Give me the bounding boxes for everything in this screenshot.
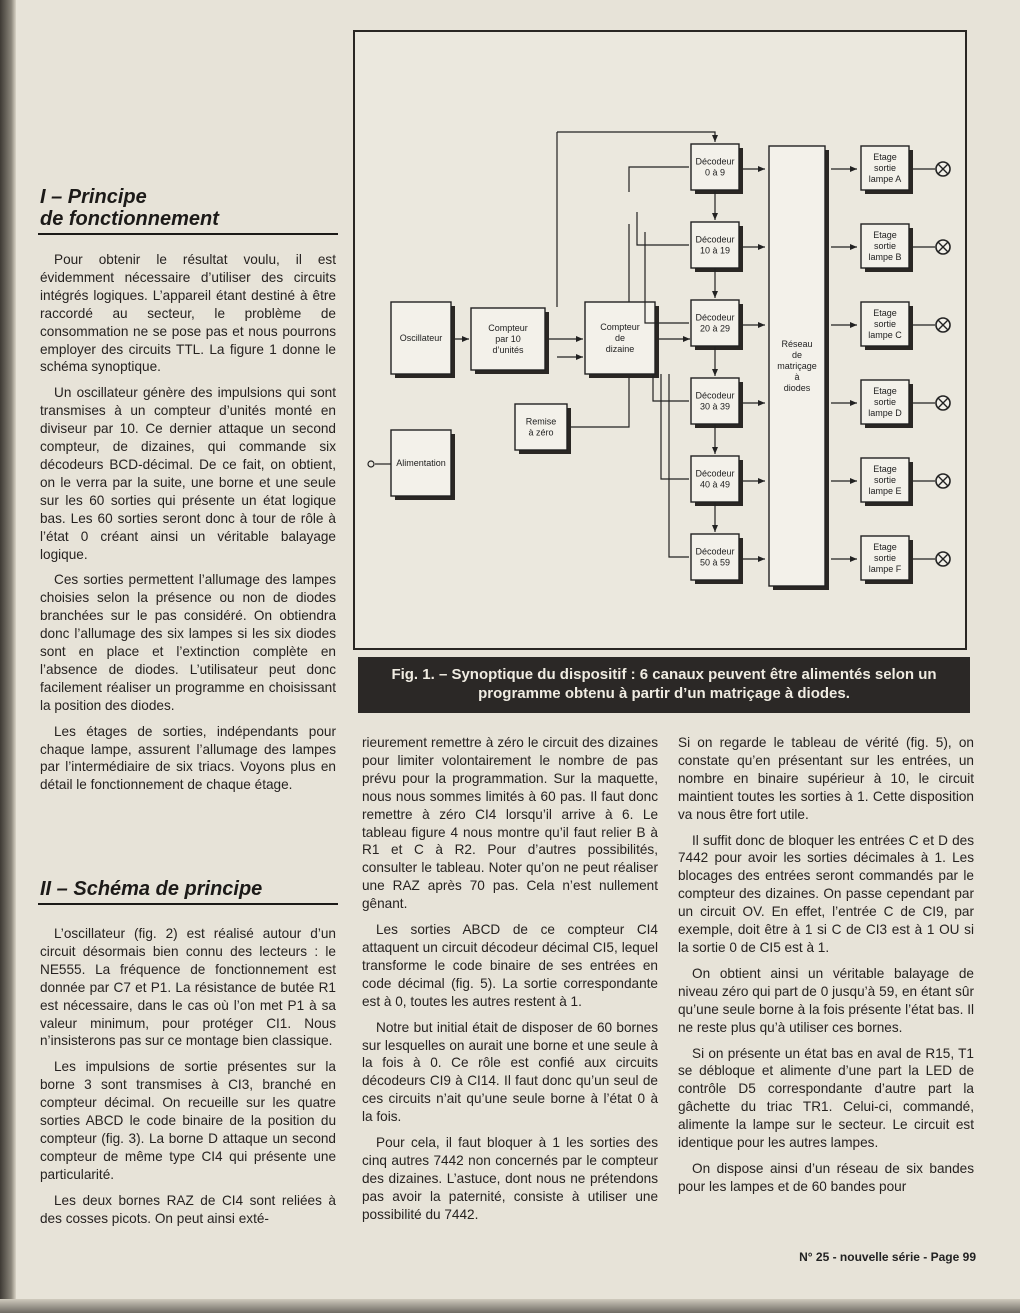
paragraph: Les deux bornes RAZ de CI4 sont reliées à des cosses picots. On peut ainsi exté- <box>40 1192 336 1226</box>
etage-sortie-block-5-label: Etage <box>873 542 897 552</box>
etage-sortie-block-2-label: Etage <box>873 308 897 318</box>
remise-a-zero-block-label: à zéro <box>528 427 554 438</box>
alimentation-block-label: Alimentation <box>396 458 446 468</box>
etage-sortie-block-3-label: sortie <box>873 397 897 407</box>
decodeur-block-2-label: 20 à 29 <box>699 323 731 334</box>
decodeur-block-5-label: 50 à 59 <box>699 557 731 568</box>
etage-sortie-block-0 <box>861 146 913 194</box>
etage-sortie-block-5-label: lampe F <box>868 564 902 574</box>
page-footer: N° 25 - nouvelle série - Page 99 <box>799 1250 976 1264</box>
reseau-matricage-block-label: de <box>791 350 803 360</box>
figure-1-diagram <box>353 30 967 650</box>
section1-title-rule <box>38 233 338 235</box>
lamp-icon <box>936 552 950 566</box>
etage-sortie-block-0-label: lampe A <box>868 174 902 184</box>
etage-sortie-block-5 <box>861 536 913 584</box>
compteur-dizaine-block-label: dizaine <box>605 344 635 354</box>
page-bottom-edge <box>0 1299 1020 1313</box>
compteur-unites-block <box>471 308 549 374</box>
section1-body <box>40 251 336 802</box>
decodeur-block-3 <box>691 378 743 428</box>
decodeur-block-4-label: 40 à 49 <box>699 479 731 490</box>
paragraph: L’oscillateur (fig. 2) est réalisé autour d’un circuit désormais bien connu des lecteurs : le NE555. La fréquence de fonctionnement est donnée par C7 et P1. La résistance de butée R1 est nécessaire, dans le cas où l’on met P1 à sa valeur minimum, pour protéger CI1. Nous n’insisterons pas sur ce montage bien classique. <box>40 926 336 1049</box>
reseau-matricage-block-label: diodes <box>783 383 811 393</box>
decodeur-block-2 <box>691 300 743 350</box>
alimentation-block <box>391 430 455 500</box>
compteur-unites-block-label: Compteur <box>488 323 528 333</box>
right-column <box>678 734 974 1204</box>
etage-sortie-block-1-label: sortie <box>873 241 897 251</box>
decodeur-block-2-label: Décodeur <box>695 312 735 323</box>
decodeur-block-1-label: 10 à 19 <box>699 245 731 256</box>
etage-sortie-block-2-label: sortie <box>873 319 897 329</box>
etage-sortie-block-2 <box>861 302 913 350</box>
reseau-matricage-block-label: Réseau <box>781 339 813 349</box>
lamp-icon <box>936 240 950 254</box>
middle-column <box>362 734 658 1232</box>
section2-title: II – Schéma de principe <box>40 878 263 900</box>
etage-sortie-block-1-label: Etage <box>873 230 897 240</box>
paragraph: Les impulsions de sortie présentes sur la borne 3 sont transmises à CI3, branché en compteur décimal. On recueille sur les quatre sorties ABCD le code binaire de la position du compteur (fig. 3). La borne D attaque un second compteur de même type CI4 qui présente une particularité. <box>40 1059 336 1182</box>
remise-a-zero-block <box>515 404 571 454</box>
decodeur-block-4 <box>691 456 743 506</box>
etage-sortie-block-0-label: Etage <box>873 152 897 162</box>
decodeur-block-3-label: 30 à 39 <box>699 401 731 412</box>
compteur-unites-block-label: par 10 <box>495 334 521 344</box>
paragraph: Les étages de sorties, indépendants pour chaque lampe, assurent l’allumage des lampes par l’intermédiaire de six triacs. Voyons plus en détail le fonctionnement de chaque étage. <box>40 723 336 793</box>
lamp-icon <box>936 162 950 176</box>
page-binding-shadow <box>0 0 16 1313</box>
compteur-unites-block-label: d’unités <box>492 345 524 355</box>
etage-sortie-block-4-label: lampe E <box>868 486 902 496</box>
etage-sortie-block-2-label: lampe C <box>868 330 902 340</box>
etage-sortie-block-5-label: sortie <box>873 553 897 563</box>
etage-sortie-block-4-label: sortie <box>873 475 897 485</box>
paragraph: Un oscillateur génère des impulsions qui sont transmises à un compteur d’unités monté en diviseur par 10. Ce dernier attaque un second compteur, de dizaines, qui commande six décodeurs BCD-décimal. De ce fait, on obtient, on le verra par la suite, une borne et une seule sur les 60 sorties qui présente un état logique bas. Les 60 sorties seront donc à tour de rôle à l’état 0 créant ainsi un véritable balayage logique. <box>40 385 336 562</box>
etage-sortie-block-4-label: Etage <box>873 464 897 474</box>
paragraph: Notre but initial était de disposer de 60 bornes sur lesquelles on aurait une borne et une seule à la fois à 0. Ce rôle est confié aux circuits décodeurs CI9 à CI14. Il faut donc qu’un seul de ces circuits n’ait qu’une seule borne à l’état 0 à la fois. <box>362 1019 658 1125</box>
power-input-terminal-icon <box>368 461 374 467</box>
paragraph: Pour obtenir le résultat voulu, il est évidemment nécessaire d’utiliser des circuits intégrés logiques. L’appareil étant destiné à être raccordé au secteur, le problème de consommation ne se pose pas et nous pourrons employer des circuits TTL. La figure 1 donne le schéma synoptique. <box>40 252 336 375</box>
oscillateur-block <box>391 302 455 378</box>
paragraph: Si on présente un état bas en aval de R15, T1 se débloque et alimente d’une part la LED de contrôle D5 correspondante d’autre part la gâchette du triac TR1. Celui-ci, commandé, alimente la lampe sur le secteur. Le circuit est identique pour les autres lampes. <box>678 1045 974 1151</box>
etage-sortie-block-1-label: lampe B <box>868 252 902 262</box>
etage-sortie-block-3 <box>861 380 913 428</box>
lamp-icon <box>936 318 950 332</box>
etage-sortie-block-1 <box>861 224 913 272</box>
reseau-matricage-block <box>769 146 829 590</box>
paragraph: On obtient ainsi un véritable balayage de niveau zéro qui part de 0 jusqu’à 59, en étant sûr qu’une seule borne à la fois présente l’état bas. Il ne reste plus qu’à utiliser ces bornes. <box>678 965 974 1035</box>
paragraph: rieurement remettre à zéro le circuit des dizaines pour limiter volontairement le nombre de pas prévu pour la programmation. Sur la maquette, nous nous sommes limités à 60 pas. Il faut donc remettre à zéro CI4 lorsqu’il arrive à 6. Le tableau figure 4 nous montre qu’il faut relier B à R1 et C à R2. Pour d’autres possibilités, consulter le tableau. Noter qu’on ne peut réaliser une RAZ après 70 pas. Cela n’est nullement gênant. <box>362 735 658 912</box>
paragraph: Les sorties ABCD de ce compteur CI4 attaquent un circuit décodeur décimal CI5, lequel transforme le code binaire de ses entrées en code décimal (fig. 5). La sortie correspondante est à 0, toutes les autres restent à 1. <box>362 922 658 1009</box>
compteur-dizaine-block-label: de <box>614 333 626 343</box>
lamp-icon <box>936 396 950 410</box>
paragraph: Il suffit donc de bloquer les entrées C et D des 7442 pour avoir les sorties décimales à 1. Les blocages des entrées seront commandés par le compteur des dizaines. On passe cependant par un circuit OV. En effet, l’entrée C de CI9, par exemple, doit être à 1 si C de CI3 est à 1 OU si la sortie 0 de CI5 est à 1. <box>678 832 974 955</box>
section2-body <box>40 925 336 1236</box>
paragraph: Pour cela, il faut bloquer à 1 les sorties des cinq autres 7442 non concernés par le compteur des dizaines. L’astuce, dont nous ne prétendons pas avoir la paternité, consiste à utiliser une possibilité du 7442. <box>362 1135 658 1222</box>
decodeur-block-3-label: Décodeur <box>695 390 735 401</box>
decodeur-block-4-label: Décodeur <box>695 468 735 479</box>
decodeur-block-0 <box>691 144 743 194</box>
decodeur-block-0-label: 0 à 9 <box>704 167 726 178</box>
section1-title-line2: de fonctionnement <box>40 208 219 230</box>
etage-sortie-block-3-label: lampe D <box>868 408 902 418</box>
paragraph: Ces sorties permettent l’allumage des lampes choisies selon la présence ou non de diodes branchées sur le pas considéré. On obtiendra donc l’allumage des six lampes si les six diodes sont en place et l’extinction complète en l’absence de diodes. L’utilisateur peut donc facilement réaliser un programme en choisissant la position des diodes. <box>40 572 336 713</box>
figure-1-caption: Fig. 1. – Synoptique du dispositif : 6 canaux peuvent être alimentés selon un programme obtenu à partir d’un matriçage à diodes. <box>358 657 970 713</box>
etage-sortie-block-0-label: sortie <box>873 163 897 173</box>
oscillateur-block-label: Oscillateur <box>399 333 443 343</box>
etage-sortie-block-3-label: Etage <box>873 386 897 396</box>
compteur-dizaine-block <box>585 302 659 378</box>
decodeur-block-1-label: Décodeur <box>695 234 735 245</box>
etage-sortie-block-4 <box>861 458 913 506</box>
reseau-matricage-block-label: à <box>794 372 800 382</box>
section1-title-line1: I – Principe <box>40 186 147 208</box>
decodeur-block-5 <box>691 534 743 584</box>
decodeur-block-5-label: Décodeur <box>695 546 735 557</box>
decodeur-block-0-label: Décodeur <box>695 156 735 167</box>
compteur-dizaine-block-label: Compteur <box>600 322 640 332</box>
section2-title-rule <box>38 903 338 905</box>
remise-a-zero-block-label: Remise <box>525 416 557 427</box>
paragraph: On dispose ainsi d’un réseau de six bandes pour les lampes et de 60 bandes pour <box>678 1160 974 1194</box>
paragraph: Si on regarde le tableau de vérité (fig. 5), on constate qu’en présentant sur les entrées, un nombre en binaire supérieur à 10, le circuit maintient toutes les sorties à 1. Cette disposition va nous être fort utile. <box>678 735 974 822</box>
lamp-icon <box>936 474 950 488</box>
reseau-matricage-block-label: matriçage <box>777 361 817 371</box>
decodeur-block-1 <box>691 222 743 272</box>
